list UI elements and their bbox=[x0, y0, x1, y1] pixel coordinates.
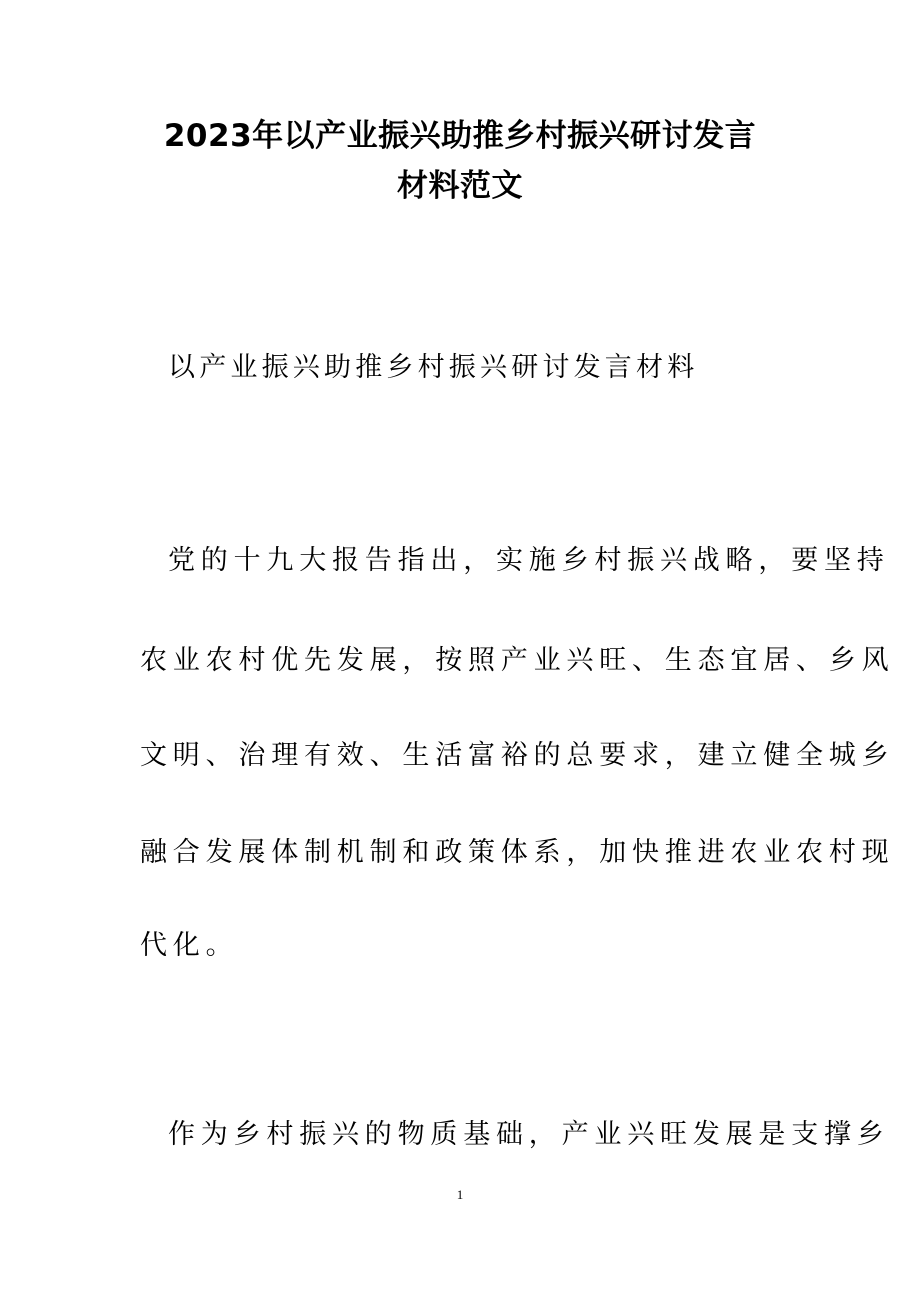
document-subtitle: 以产业振兴助推乡村振兴研讨发言材料 bbox=[168, 352, 699, 383]
paragraph-2-line-1: 作为乡村振兴的物质基础，产业兴旺发展是支撑乡 bbox=[168, 1119, 890, 1150]
paragraph-1-line-4: 融合发展体制机制和政策体系，加快推进农业农村现 bbox=[140, 837, 895, 868]
page-number: 1 bbox=[456, 1187, 464, 1202]
paragraph-1-line-3: 文明、治理有效、生活富裕的总要求，建立健全城乡 bbox=[140, 740, 895, 771]
document-title-line-2: 材料范文 bbox=[397, 168, 523, 204]
document-title-line-1: 2023年以产业振兴助推乡村振兴研讨发言 bbox=[163, 118, 757, 154]
paragraph-1-line-2: 农业农村优先发展，按照产业兴旺、生态宜居、乡风 bbox=[140, 645, 895, 676]
paragraph-1-line-5: 代化。 bbox=[140, 930, 239, 961]
paragraph-1-line-1: 党的十九大报告指出，实施乡村振兴战略，要坚持 bbox=[168, 545, 890, 576]
